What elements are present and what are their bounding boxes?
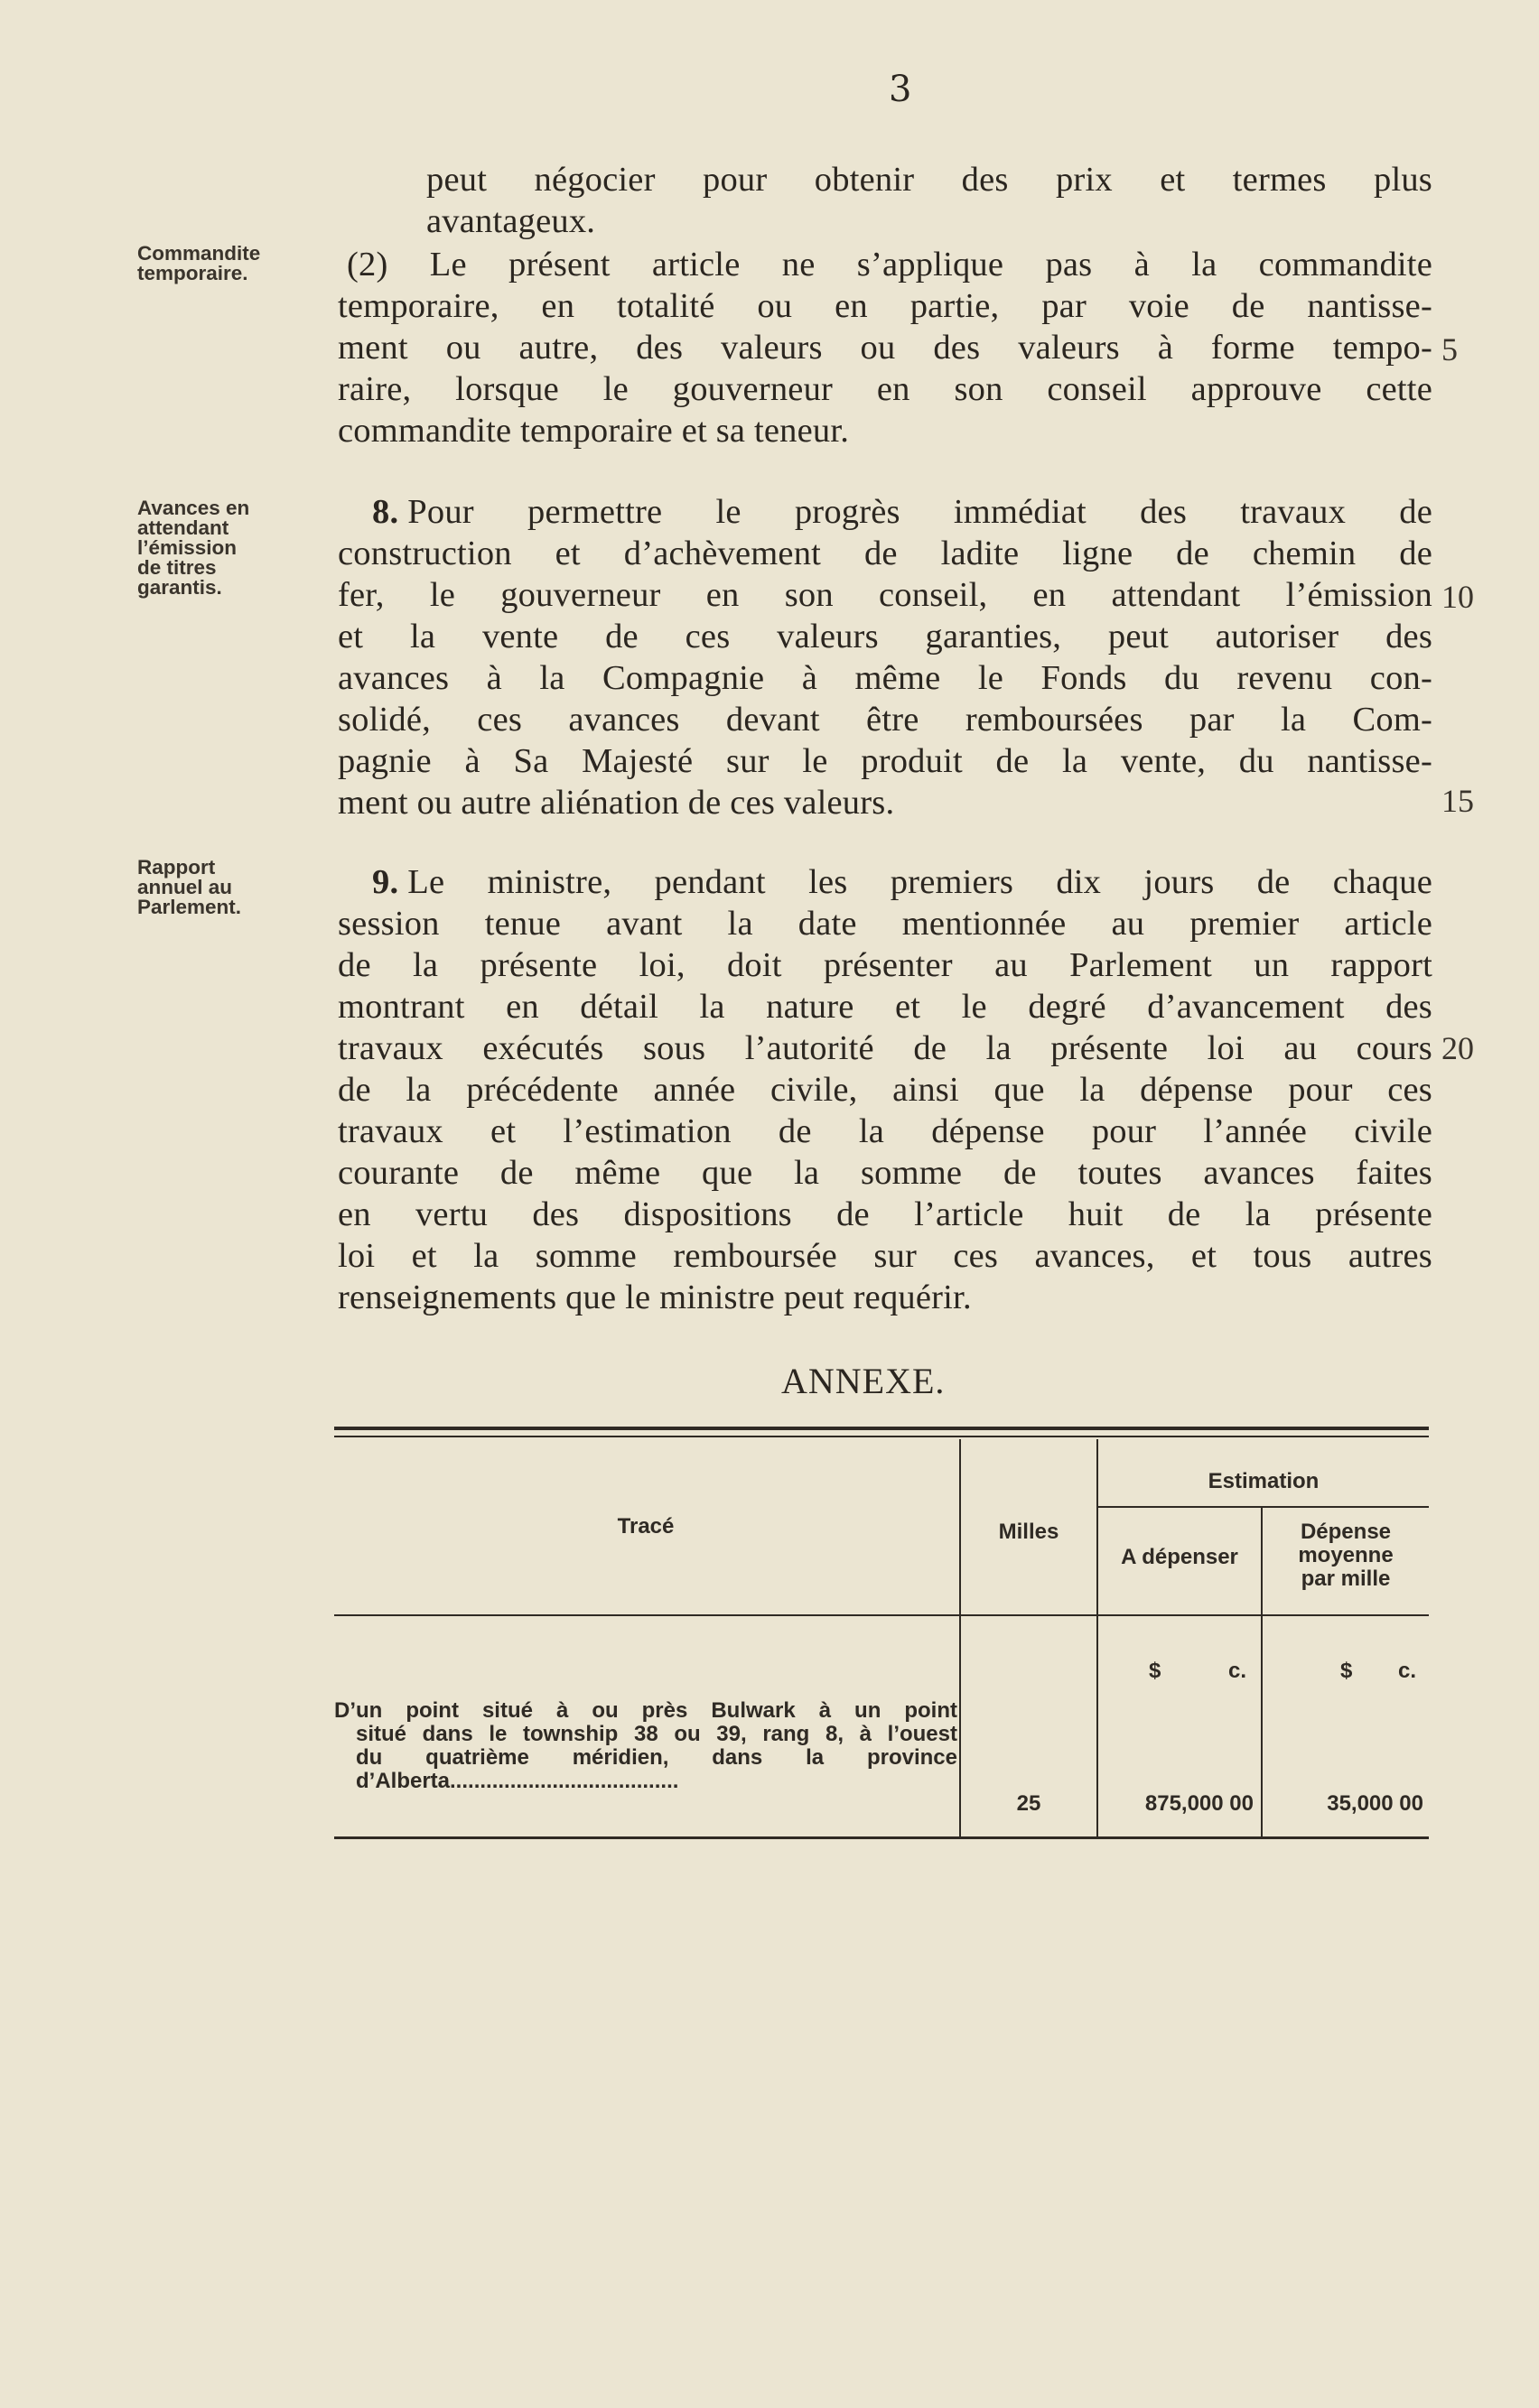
column-rule xyxy=(959,1439,961,1836)
text-line xyxy=(338,491,1432,533)
text-line: de la précédente année civile, ainsi que la dépense pour ces xyxy=(338,1071,1432,1109)
dollar-symbol: $ xyxy=(1340,1659,1353,1683)
page-number: 3 xyxy=(889,69,912,110)
cell-a-depenser: 875,000 00 xyxy=(1144,1791,1254,1816)
margin-note-rapport xyxy=(137,858,327,917)
text-line: construction et d’achèvement de ladite ligne de chemin de xyxy=(338,535,1432,572)
header-depense-moyenne xyxy=(1263,1520,1429,1591)
text-line: ment ou autre aliénation de ces valeurs. xyxy=(338,784,895,822)
text-line: en vertu des dispositions de l’article huit de la présente xyxy=(338,1195,1432,1233)
text-line: loi et la somme remboursée sur ces avances, et tous autres xyxy=(338,1237,1432,1275)
header-line: Dépense xyxy=(1300,1520,1392,1544)
margin-note-line: Rapport xyxy=(137,856,216,879)
table-rule-bottom xyxy=(334,1836,1429,1839)
table-rule-top-thin xyxy=(334,1436,1429,1437)
route-line: D’un point situé à ou près Bulwark à un point xyxy=(334,1698,957,1723)
cents-symbol: c. xyxy=(1228,1659,1247,1683)
text-line: courante de même que la somme de toutes avances faites xyxy=(338,1154,1432,1192)
section-number: 8. xyxy=(372,493,399,531)
text-line: avances à la Compagnie à même le Fonds du revenu con- xyxy=(338,659,1432,697)
dollar-symbol: $ xyxy=(1149,1659,1161,1683)
table-header-rule xyxy=(334,1614,1429,1616)
text-line: ment ou autre, des valeurs ou des valeurs à forme tempo- xyxy=(338,329,1432,367)
header-a-depenser: A dépenser xyxy=(1121,1545,1238,1569)
column-rule xyxy=(1096,1439,1098,1836)
text-line: (2) Le présent article ne s’applique pas à la commandite xyxy=(347,246,1432,284)
line-number: 20 xyxy=(1441,1030,1474,1066)
text-line: fer, le gouverneur en son conseil, en attendant l’émission xyxy=(338,576,1432,614)
header-estimation: Estimation xyxy=(1208,1469,1320,1493)
text-line: peut négocier pour obtenir des prix et termes plus xyxy=(426,161,1432,199)
cents-symbol: c. xyxy=(1398,1659,1417,1683)
margin-note-line: de titres xyxy=(137,556,217,579)
route-line: du quatrième méridien, dans la province xyxy=(356,1745,957,1770)
line-number: 10 xyxy=(1441,579,1474,615)
margin-note-line: Avances en xyxy=(137,497,250,519)
margin-note-line: Parlement. xyxy=(137,896,242,918)
text-span: Le ministre, pendant les premiers dix jours de chaque xyxy=(407,863,1432,901)
section-9 xyxy=(338,861,1432,1318)
paragraph-continuation xyxy=(426,159,1432,242)
text-line xyxy=(338,861,1432,903)
route-line: d’Alberta...................................... xyxy=(356,1770,679,1793)
header-milles: Milles xyxy=(998,1520,1059,1544)
text-line: de la présente loi, doit présenter au Parlement un rapport xyxy=(338,946,1432,984)
table-row-route xyxy=(334,1699,957,1793)
annexe-title: ANNEXE. xyxy=(781,1361,946,1401)
header-line: par mille xyxy=(1301,1567,1391,1591)
text-line: montrant en détail la nature et le degré d’avancement des xyxy=(338,988,1432,1026)
margin-note-line: Commandite xyxy=(137,242,261,265)
text-line: temporaire, en totalité ou en partie, par voie de nantisse- xyxy=(338,287,1432,325)
margin-note-line: l’émission xyxy=(137,536,238,559)
header-trace: Tracé xyxy=(617,1514,675,1539)
margin-note-line: annuel au xyxy=(137,876,233,898)
margin-note-line: attendant xyxy=(137,516,229,539)
line-number: 15 xyxy=(1441,783,1474,819)
margin-note-line: temporaire. xyxy=(137,262,248,284)
cell-milles: 25 xyxy=(1016,1791,1041,1816)
text-line: et la vente de ces valeurs garanties, peut autoriser des xyxy=(338,618,1432,655)
margin-note-line: garantis. xyxy=(137,576,222,599)
section-8 xyxy=(338,491,1432,823)
estimation-rule xyxy=(1098,1506,1429,1508)
line-number: 5 xyxy=(1441,331,1458,367)
text-line: session tenue avant la date mentionnée au premier article xyxy=(338,905,1432,943)
text-line: travaux exécutés sous l’autorité de la présente loi au cours xyxy=(338,1029,1432,1067)
text-line: avantageux. xyxy=(426,202,596,240)
text-line: pagnie à Sa Majesté sur le produit de la vente, du nantisse- xyxy=(338,742,1432,780)
margin-note-avances xyxy=(137,498,327,598)
section-number: 9. xyxy=(372,863,399,901)
text-line: commandite temporaire et sa teneur. xyxy=(338,412,850,450)
header-line: moyenne xyxy=(1298,1543,1394,1567)
cell-depense-moyenne: 35,000 00 xyxy=(1327,1791,1423,1816)
text-line: solidé, ces avances devant être remboursées par la Com- xyxy=(338,701,1432,739)
paragraph-commandite xyxy=(338,244,1432,451)
text-line: renseignements que le ministre peut requérir. xyxy=(338,1278,972,1316)
route-line: situé dans le township 38 ou 39, rang 8, à l’ouest xyxy=(356,1722,957,1746)
text-span: Pour permettre le progrès immédiat des travaux de xyxy=(407,493,1432,531)
margin-note-commandite xyxy=(137,244,327,284)
text-line: raire, lorsque le gouverneur en son conseil approuve cette xyxy=(338,370,1432,408)
table-rule-top xyxy=(334,1427,1429,1430)
text-line: travaux et l’estimation de la dépense pour l’année civile xyxy=(338,1112,1432,1150)
